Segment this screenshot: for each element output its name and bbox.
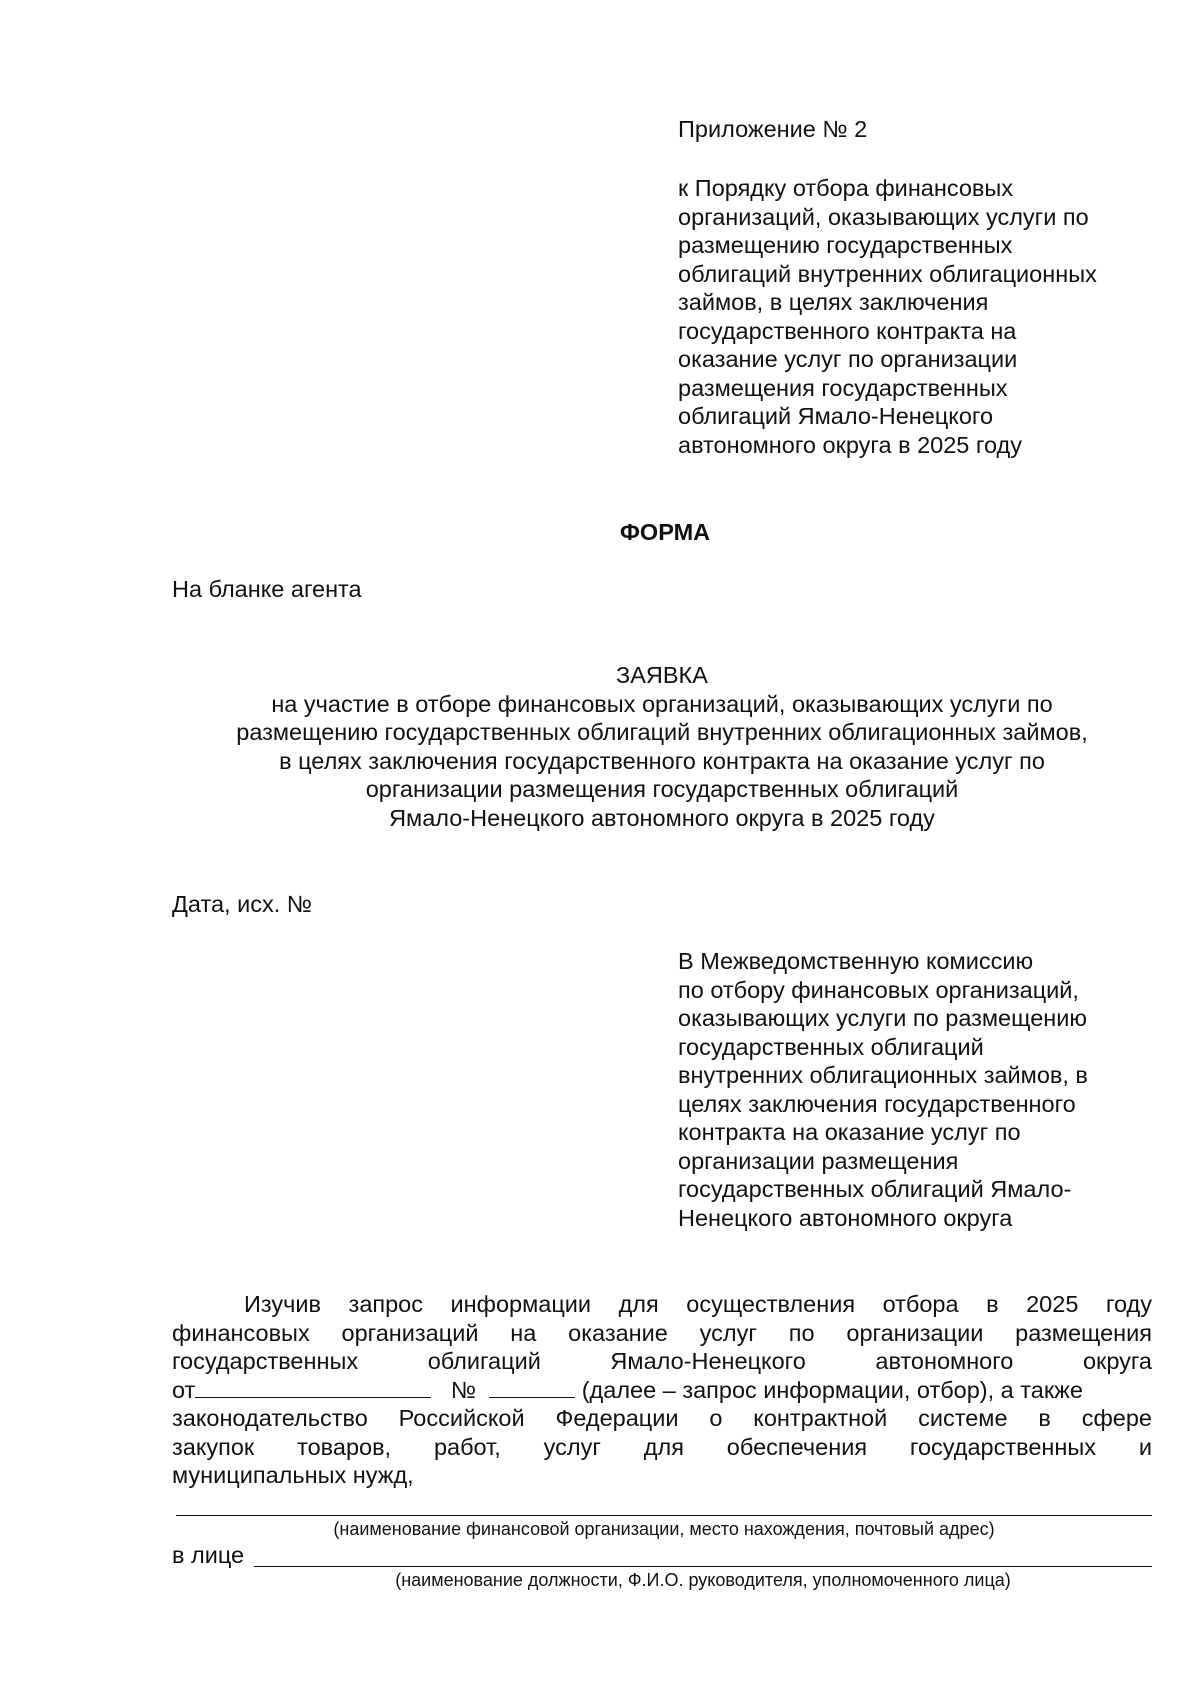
body-paragraph <box>172 1290 1152 1490</box>
appendix-line: к Порядку отбора финансовых <box>678 175 1014 201</box>
from-label: от <box>172 1376 196 1403</box>
application-line: организации размещения государственных облигаций <box>365 776 959 802</box>
organization-caption: (наименование финансовой организации, место нахождения, почтовый адрес) <box>333 1519 995 1539</box>
addressee-line: В Межведомственную комиссию <box>678 948 1034 974</box>
addressee-line: оказывающих услуги по размещению <box>678 1005 1087 1031</box>
date-label: Дата, исх. № <box>172 891 312 917</box>
person-caption: (наименование должности, Ф.И.О. руководителя, уполномоченного лица) <box>395 1570 1011 1590</box>
number-label: № <box>450 1376 477 1403</box>
person-field[interactable] <box>254 1566 1152 1567</box>
body-line: финансовых организаций на оказание услуг по организации размещения <box>172 1319 1152 1346</box>
body-line: государственных облигаций Ямало-Ненецкого автономного округа <box>172 1348 1152 1374</box>
body-line: муниципальных нужд, <box>172 1462 414 1488</box>
body-line: законодательство Российской Федерации о контрактной системе в сфере <box>172 1405 1152 1431</box>
appendix-line: государственного контракта на <box>678 317 1017 344</box>
form-label: ФОРМА <box>619 519 711 545</box>
application-heading: ЗАЯВКА <box>616 662 708 688</box>
appendix-line: займов, в целях заключения <box>678 289 989 315</box>
addressee-line: государственных облигаций <box>678 1033 984 1060</box>
addressee-line: государственных облигаций Ямало- <box>678 1176 1072 1202</box>
application-line: Ямало-Ненецкого автономного округа в 2025 году <box>389 804 935 831</box>
appendix-line: облигаций Ямало-Ненецкого <box>678 403 994 429</box>
addressee-line: Ненецкого автономного округа <box>678 1204 1013 1231</box>
appendix-text <box>678 174 1178 459</box>
appendix-line: облигаций внутренних облигационных <box>678 260 1097 287</box>
addressee-line: контракта на оказание услуг по <box>678 1119 1021 1145</box>
application-line: размещению государственных облигаций внутренних облигационных займов, <box>236 719 1088 745</box>
body-line: закупок товаров, работ, услуг для обеспечения государственных и <box>172 1433 1152 1460</box>
appendix-line: оказание услуг по организации <box>678 346 1018 372</box>
body-line-request <box>172 1376 1152 1405</box>
blank-label: На бланке агента <box>172 576 362 602</box>
appendix-line: автономного округа в 2025 году <box>678 431 1022 458</box>
application-line: на участие в отборе финансовых организаций, оказывающих услуги по <box>271 690 1053 717</box>
appendix-title: Приложение № 2 <box>678 116 868 142</box>
addressee-block <box>678 947 1158 1232</box>
appendix-line: организаций, оказывающих услуги по <box>678 203 1089 230</box>
application-title <box>172 661 1152 832</box>
appendix-line: размещения государственных <box>678 374 1008 401</box>
request-note: (далее – запрос информации, отбор), а также <box>581 1376 1083 1403</box>
addressee-line: внутренних облигационных займов, в <box>678 1062 1088 1088</box>
addressee-line: по отбору финансовых организаций, <box>678 976 1079 1003</box>
person-label: в лице <box>172 1542 245 1568</box>
organization-name-field[interactable] <box>176 1515 1152 1516</box>
addressee-line: целях заключения государственного <box>678 1090 1076 1117</box>
appendix-line: размещению государственных <box>678 232 1013 258</box>
request-date-field[interactable] <box>195 1379 431 1398</box>
addressee-line: организации размещения <box>678 1147 959 1174</box>
request-number-field[interactable] <box>489 1379 575 1398</box>
body-line: Изучив запрос информации для осуществления отбора в 2025 году <box>244 1291 1152 1317</box>
application-line: в целях заключения государственного контракта на оказание услуг по <box>279 747 1045 774</box>
